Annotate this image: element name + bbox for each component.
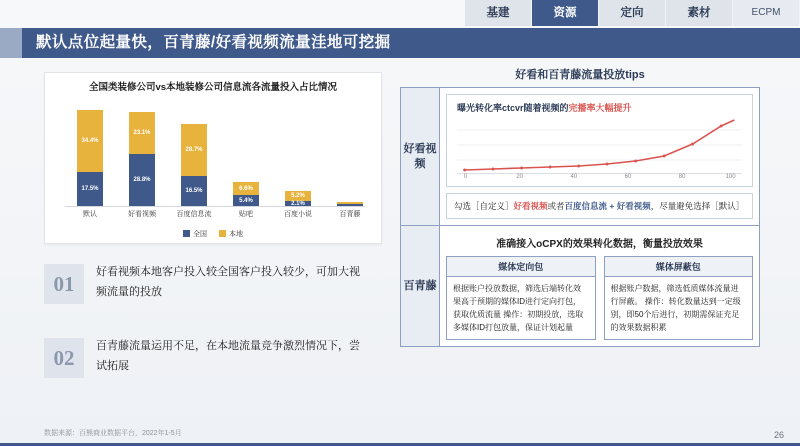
- bar-total-4: 5.2%: [285, 191, 311, 201]
- haokan-tip-note: 勾选［自定义］好看视频或者百度信息流 + 好看视频，尽量避免选择［默认］: [446, 193, 753, 219]
- row-label-baiqingteng: 百青藤: [401, 226, 440, 346]
- lc-tick-2: 40: [570, 174, 578, 180]
- bar-local-2: 16.5%: [181, 176, 207, 206]
- line-chart-card: [446, 94, 753, 187]
- table-row-baiqingteng: [401, 226, 759, 346]
- bar-local-3: 5.4%: [233, 195, 259, 206]
- bar-local-5: [337, 204, 363, 206]
- bar-group-4: [281, 191, 315, 206]
- x-tick-3: 贴吧: [239, 211, 253, 218]
- nav-tab-jijian[interactable]: 基建: [465, 0, 532, 26]
- bar-group-5: [333, 202, 367, 206]
- x-tick-5: 百青藤: [339, 211, 361, 218]
- chart-x-tick-labels: [65, 209, 365, 221]
- card-media-blocking-header: 媒体屏蔽包: [605, 257, 753, 277]
- card-media-targeting-header: 媒体定向包: [447, 257, 595, 277]
- lc-tick-5: 100: [725, 174, 736, 180]
- bar-group-0: [73, 110, 107, 206]
- x-tick-1: 好看视频: [128, 211, 156, 218]
- card-media-targeting: [446, 256, 596, 340]
- right-column: [400, 66, 760, 347]
- row-label-haokan: 好看视频: [401, 88, 440, 225]
- bar-total-2: 28.7%: [181, 124, 207, 176]
- left-column: [44, 72, 384, 392]
- lc-tick-0: 0: [463, 174, 468, 180]
- row-body-baiqingteng: [440, 226, 759, 346]
- chart-plot-area: [65, 99, 365, 207]
- line-chart-plot: [457, 116, 742, 174]
- legend-item-local: 本地: [219, 229, 243, 239]
- tips-table: [400, 87, 760, 347]
- chart-legend: [45, 229, 381, 239]
- row-body-haokan: [440, 88, 759, 225]
- lc-tick-3: 60: [624, 174, 632, 180]
- line-chart-title: 曝光转化率ctcvr随着视频的完播率大幅提升: [457, 103, 632, 113]
- x-tick-0: 默认: [83, 211, 97, 218]
- nav-tab-ecpm[interactable]: ECPM: [733, 0, 800, 26]
- bullet-number-1: 01: [44, 264, 84, 304]
- bar-group-2: [177, 124, 211, 206]
- nav-tab-sucai[interactable]: 素材: [666, 0, 733, 26]
- bar-group-3: [229, 182, 263, 206]
- bullet-item-2: [44, 334, 384, 392]
- bar-local-0: 17.5%: [77, 172, 103, 206]
- line-chart-series: [457, 116, 742, 174]
- table-row-haokan: [401, 88, 759, 226]
- page-title: 默认点位起量快，百青藤/好看视频流量洼地可挖掘: [36, 34, 391, 51]
- legend-swatch-local: [219, 230, 226, 237]
- card-media-targeting-body: 根据账户投放数据，筛选后端转化效果高于预期的媒体ID进行定向打包，获取优质流量 操作：初期投放，选取多媒体ID打包放量，保证计划起量: [453, 284, 584, 332]
- bar-total-1: 23.1%: [129, 112, 155, 154]
- chart-title: 全国类装修公司vs本地装修公司信息流各流量投入占比情况: [88, 82, 338, 93]
- x-tick-2: 百度信息流: [176, 211, 212, 218]
- legend-item-national: 全国: [183, 229, 207, 239]
- bar-group-1: [125, 112, 159, 206]
- x-tick-4: 百度小说: [284, 211, 312, 218]
- page-number: 26: [773, 430, 784, 440]
- top-nav-tabs: [465, 0, 800, 26]
- bullet-item-1: [44, 260, 384, 318]
- bar-total-0: 34.4%: [77, 110, 103, 172]
- bullet-text-1: 好看视频本地客户投入较全国客户投入较少，可加大视频流量的投放: [96, 266, 360, 298]
- ocpx-heading: 准确接入oCPX的效果转化数据，衡量投放效果: [496, 239, 703, 250]
- nav-tab-dingxiang[interactable]: 定向: [599, 0, 666, 26]
- title-accent-block: [0, 28, 22, 58]
- slide-title-bar: [0, 28, 800, 58]
- nav-tab-ziyuan[interactable]: 资源: [532, 0, 599, 26]
- ocpx-card-group: [446, 256, 753, 340]
- lc-tick-1: 20: [516, 174, 524, 180]
- bullet-number-2: 02: [44, 338, 84, 378]
- bar-local-1: 28.8%: [129, 154, 155, 206]
- bar-chart-card: [44, 72, 382, 244]
- bullet-text-2: 百青藤流量运用不足，在本地流量竞争激烈情况下，尝试拓展: [96, 340, 360, 372]
- bar-total-3: 6.6%: [233, 182, 259, 195]
- lc-tick-4: 80: [678, 174, 686, 180]
- legend-swatch-national: [183, 230, 190, 237]
- card-media-blocking-body: 根据账户数据，筛选低质媒体流量进行屏蔽。 操作：转化数量达到一定级别，即50个后进行，初期需保证充足的效果数据积累: [610, 284, 741, 332]
- bar-local-4: 2.1%: [285, 201, 311, 206]
- right-section-title: 好看和百青藤流量投放tips: [515, 69, 645, 81]
- card-media-blocking: [604, 256, 754, 340]
- chart-x-axis: [65, 206, 365, 207]
- line-chart-x-ticks: [457, 174, 742, 184]
- source-note: 数据来源：百熊商业数据平台，2022年1-5月: [44, 430, 182, 437]
